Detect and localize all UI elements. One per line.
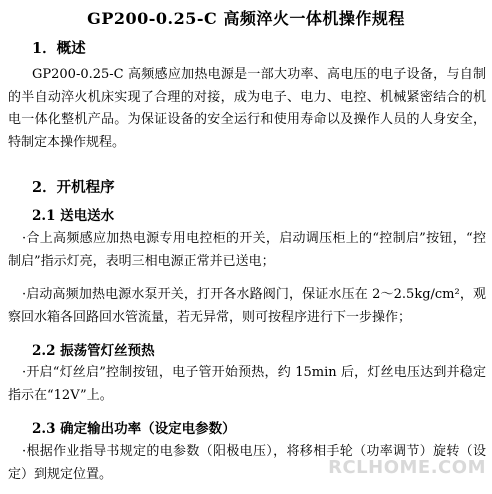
section-2-1-heading: 2.1 送电送水 [32,208,115,224]
section-2-heading: 2．开机程序 [32,179,115,196]
section-1-heading: 1．概述 [32,40,86,57]
section-2-2-heading: 2.2 振荡管灯丝预热 [32,343,155,359]
watermark: RCLHOME.COM [328,457,486,478]
section-2-1-bullet-2: ·启动高频加热电源水泵开关，打开各水路阀门，保证水压在 2～2.5kg/cm²，观察回水箱各回路回水管流量，若无异常，则可按程序进行下一步操作； [8,287,486,325]
document-title: GP200-0.25-C 高频淬火一体机操作规程 [87,9,405,28]
section-2-1-bullet-1: ·合上高频感应加热电源专用电控柜的开关，启动调压柜上的“控制启”按钮，“控制启”指示灯亮，表明三相电源正常并已送电； [8,231,486,269]
section-2-3-bullet-1: ·根据作业指导书规定的电参数（阳极电压），将移相手轮（功率调节）旋转（设定）到规定位置。 [8,444,486,482]
section-2-2-bullet-1: ·开启“灯丝启”控制按钮，电子管开始预热，约 15min 后，灯丝电压达到并稳定指示在“12V”上。 [8,365,486,403]
section-1-paragraph: GP200-0.25-C 高频感应加热电源是一部大功率、高电压的电子设备，与自制的半自动淬火机床实现了合理的对接，成为电子、电力、电控、机械紧密结合的机电一体化整机产品。为保证设备的安全运行和使用寿命以及操作人员的人身安全，特制定本操作规程。 [8,67,486,150]
section-2-3-heading: 2.3 确定输出功率（设定电参数） [32,421,236,437]
